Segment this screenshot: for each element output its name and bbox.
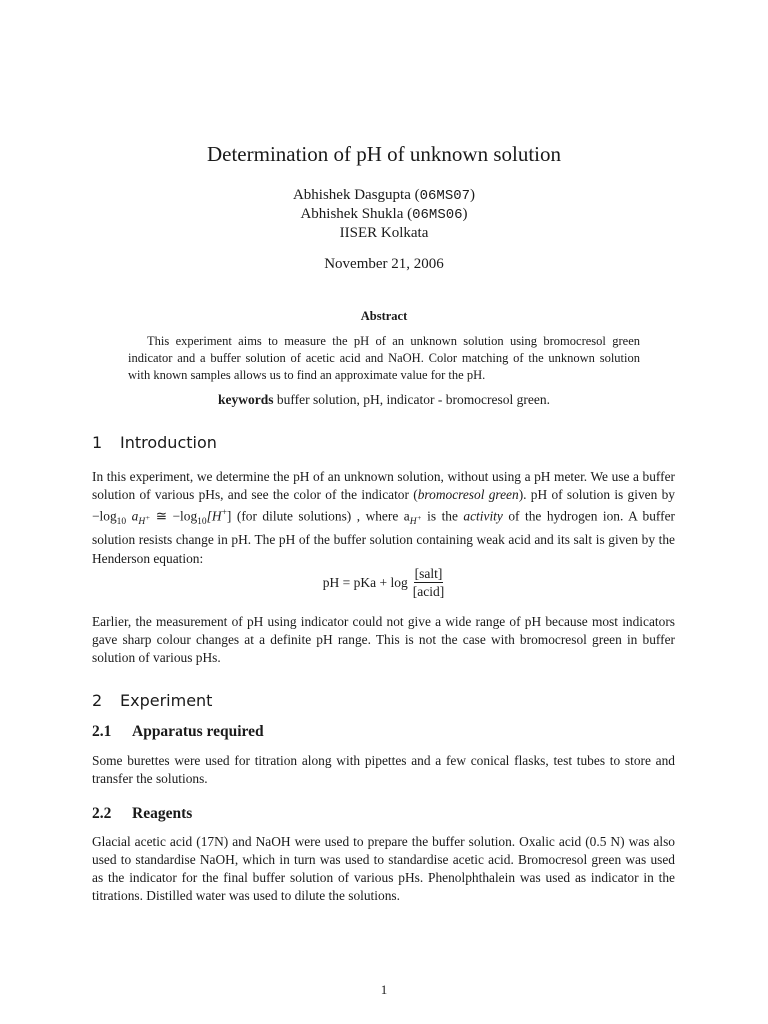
intro-text-g: is the — [421, 508, 464, 524]
intro-italic-indicator: bromocresol green — [417, 487, 519, 503]
section-experiment-heading — [92, 691, 212, 710]
introduction-paragraph-1 — [92, 468, 675, 568]
institution: IISER Kolkata — [339, 225, 429, 241]
author-2: Abhishek Shukla (06MS06) — [300, 206, 468, 223]
author-1-name: Abhishek Dasgupta — [292, 187, 411, 203]
equation-denominator: [acid] — [412, 584, 445, 599]
section-number: 1 — [92, 433, 103, 452]
intro-text-c: a — [126, 508, 139, 524]
subsection-apparatus-heading — [92, 723, 264, 741]
intro-text-f: ] (for dilute solutions) , where a — [226, 508, 410, 524]
subsection-title: Reagents — [132, 805, 193, 822]
author-1-id: 06MS07 — [419, 188, 471, 204]
equation-fraction — [412, 566, 445, 599]
intro-sub-h-letter: H — [138, 517, 146, 528]
section-introduction-heading — [92, 433, 217, 452]
abstract-heading: Abstract — [360, 309, 408, 323]
paper-title: Determination of pH of unknown solution — [206, 142, 562, 166]
subsection-number: 2.1 — [92, 723, 112, 740]
subsection-title: Apparatus required — [132, 723, 264, 740]
intro-sub-h — [138, 513, 151, 528]
intro-sup-plus-c: + — [416, 513, 422, 523]
author-1: Abhishek Dasgupta (06MS07) — [292, 187, 476, 204]
intro-italic-activity: activity — [463, 508, 503, 524]
section-title: Introduction — [120, 433, 217, 452]
intro-text-h: of the hydrogen ion. A buffer solution resists change in pH. The pH of the buffer solution containing weak acid and its salt is given by the Henderson equation: — [92, 508, 675, 566]
subsection-number: 2.2 — [92, 805, 112, 822]
intro-sub-10: 10 — [116, 517, 127, 528]
keywords-text: buffer solution, pH, indicator - bromocresol green. — [276, 392, 550, 407]
abstract-text: This experiment aims to measure the pH of an unknown solution using bromocresol green indicator and a buffer solution of acetic acid and NaOH. Color matching of the unknown solution with known samples allows us to find an approximate value for the pH. — [128, 334, 640, 382]
intro-sup-plus-b: + — [221, 508, 227, 519]
paper-date: November 21, 2006 — [324, 256, 444, 272]
intro-text-d: ≅ −log — [150, 508, 198, 524]
intro-sup-plus: + — [145, 513, 151, 523]
keywords-label: keywords — [218, 392, 274, 407]
reagents-paragraph: Glacial acetic acid (17N) and NaOH were used to prepare the buffer solution. Oxalic acid (0.5 N) was also used to standardise NaOH, which in turn was used to standardise acetic acid. Bromocresol green was used as the indicator for the final buffer solution of various pHs. Phenolphthalein was used as indicator in the titrations. Distilled water was used to dilute the solutions. — [92, 834, 675, 904]
equation-lhs: pH = pKa + log — [322, 574, 408, 590]
section-number: 2 — [92, 691, 103, 710]
intro-text-a: In this experiment, we determine the pH of an unknown solution, without using a pH meter. We use a buffer solution of various pHs, and see the color of the indicator ( — [92, 469, 675, 503]
henderson-equation — [0, 566, 768, 599]
author-2-name: Abhishek Shukla — [300, 206, 404, 222]
intro-sub-h-b — [409, 513, 422, 528]
page-number: 1 — [380, 982, 388, 997]
keywords-line — [0, 392, 768, 408]
author-2-id: 06MS06 — [412, 207, 463, 223]
subsection-reagents-heading — [92, 805, 192, 823]
section-title: Experiment — [120, 691, 213, 710]
intro-sub-h-letter-b: H — [409, 517, 417, 528]
introduction-paragraph-2: Earlier, the measurement of pH using indicator could not give a wide range of pH because most indicators gave sharp colour changes at a definite pH range. This is not the case with bromocresol green in buffer solution of various pHs. — [92, 614, 675, 666]
apparatus-paragraph: Some burettes were used for titration along with pipettes and a few conical flasks, test tubes to store and transfer the solutions. — [92, 753, 675, 787]
intro-text-e: [H — [206, 508, 222, 524]
intro-text-b: ). pH of solution is given by −log — [92, 487, 675, 524]
intro-sub-10-b: 10 — [197, 517, 207, 528]
equation-numerator: [salt] — [414, 566, 443, 581]
